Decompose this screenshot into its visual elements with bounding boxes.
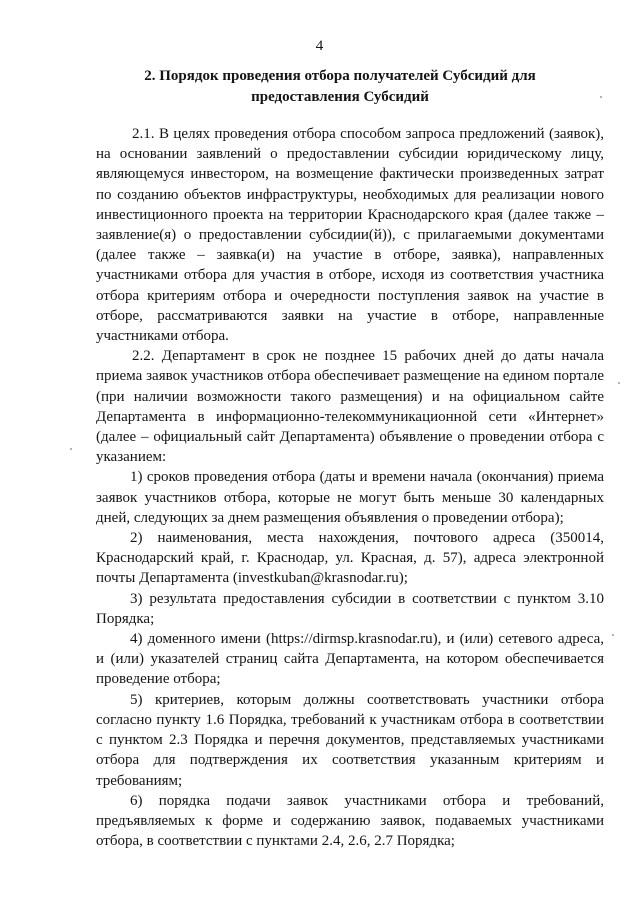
scan-speck xyxy=(70,448,72,450)
paragraph-2-1: 2.1. В целях проведения отбора способом запроса предложений (заявок), на основании заявлений о предоставлении субсидии юридическому лицу, являющемуся инвестором, на возмещение фактически произведенных затрат по созданию объектов инфраструктуры, необходимых для реализации нового инвестиционного проекта на территории Краснодарского края (далее также – заявление(я) о предоставлении субсидии(й)), с прилагаемыми документами (далее также – заявка(и) на участие в отборе, заявка), направленных участниками отбора для участия в отборе, исходя из соответствия участника отбора критериям отбора и очередности поступления заявок на участие в отборе, рассматриваются заявки на участие в отборе, направленные участниками отбора. xyxy=(96,126,604,345)
page-number: 4 xyxy=(315,38,324,54)
scan-speck xyxy=(618,382,620,384)
document-body xyxy=(96,124,604,851)
list-item-1: 1) сроков проведения отбора (даты и времени начала (окончания) приема заявок участников отбора, которые не могут быть меньше 30 календарных дней, следующих за днем размещения объявления о проведении отбора); xyxy=(96,469,604,526)
list-item-3: 3) результата предоставления субсидии в соответствии с пунктом 3.10 Порядка; xyxy=(96,590,604,627)
paragraph-2-2: 2.2. Департамент в срок не позднее 15 рабочих дней до даты начала приема заявок участников отбора обеспечивает размещение на едином портале (при наличии возможности такого размещения) и на официальном сайте Департамента в информационно-телекоммуникационной сети «Интернет» (далее – официальный сайт Департамента) объявление о проведении отбора с указанием: xyxy=(96,348,604,466)
list-item-5: 5) критериев, которым должны соответствовать участники отбора согласно пункту 1.6 Порядка, требований к участникам отбора в соответствии с пунктом 2.3 Порядка и перечня документов, представляемых участниками отбора для подтверждения их соответствия указанным критериям и требованиям; xyxy=(96,691,604,789)
list-item-6: 6) порядка подачи заявок участниками отбора и требований, предъявляемых к форме и содержанию заявок, подаваемых участниками отбора, в соответствии с пунктами 2.4, 2.6, 2.7 Порядка; xyxy=(96,792,604,850)
section-title: 2. Порядок проведения отбора получателей Субсидий для предоставления Субсидий xyxy=(144,68,536,105)
scan-speck xyxy=(612,634,614,636)
list-item-4: 4) доменного имени (https://dirmsp.krasnodar.ru), и (или) сетевого адреса, и (или) указателей страниц сайта Департамента, на котором обеспечивается проведение отбора; xyxy=(96,631,604,688)
list-item-2: 2) наименования, места нахождения, почтового адреса (350014, Краснодарский край, г. Краснодар, ул. Красная, д. 57), адреса электронной почты Департамента (investkuban@krasnodar.ru); xyxy=(96,530,604,587)
scan-speck xyxy=(600,96,602,98)
